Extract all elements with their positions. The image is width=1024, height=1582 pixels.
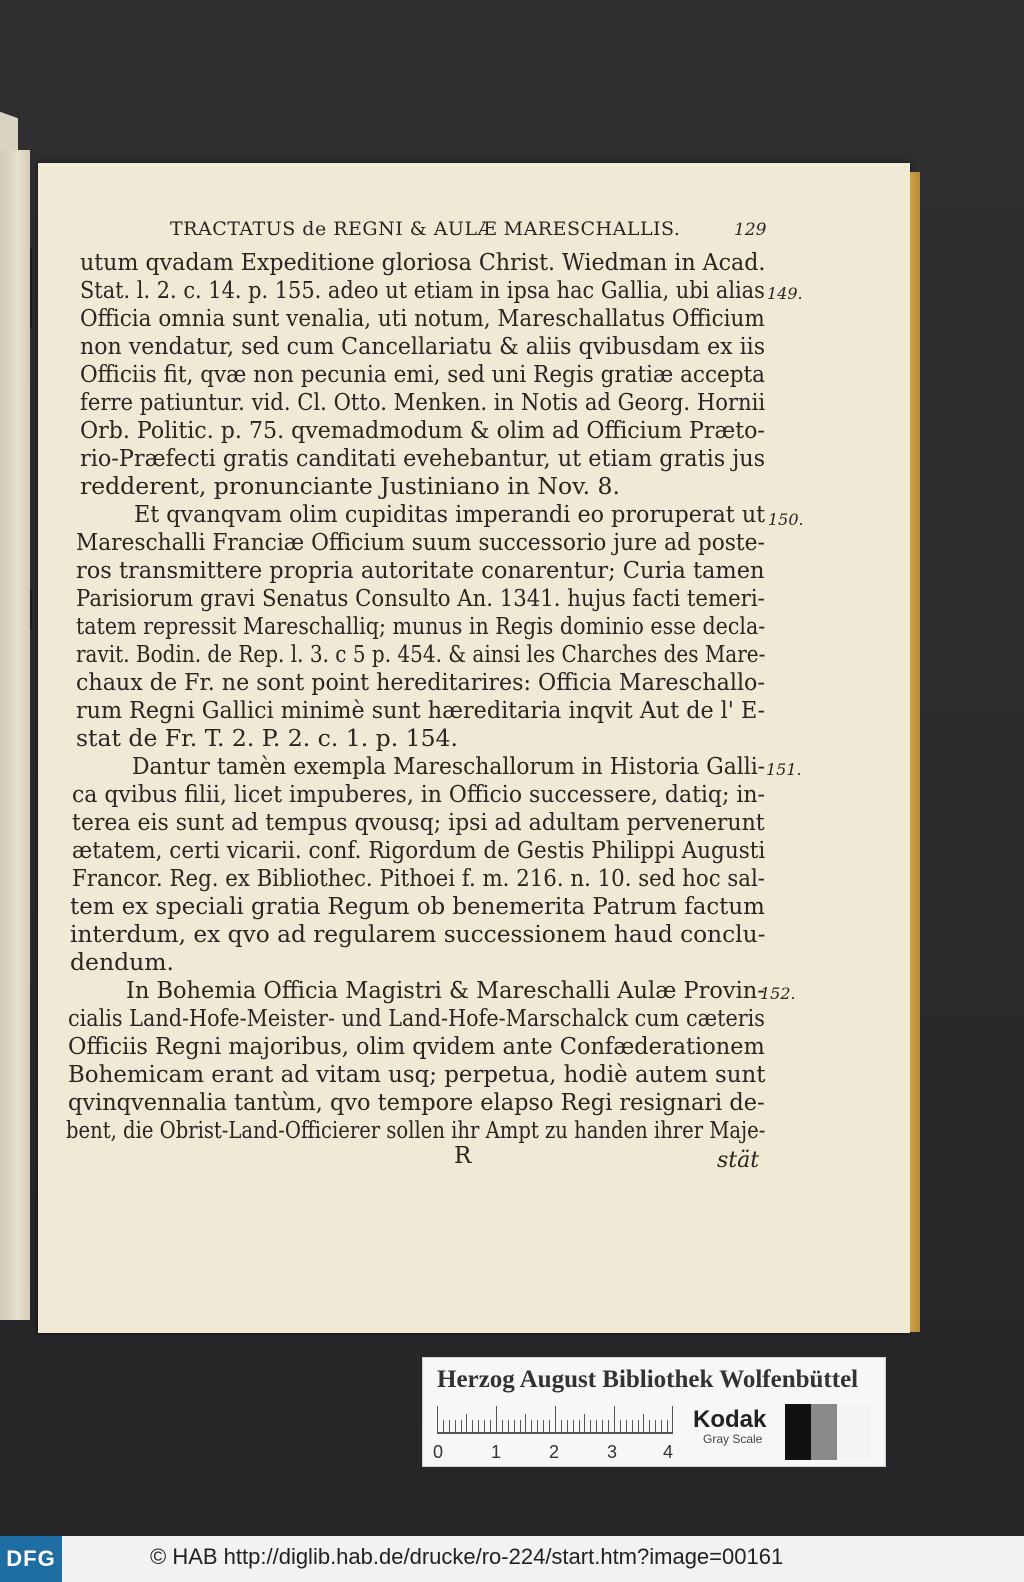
- text-line: bent, die Obrist-Land-Officierer sollen ihr Ampt zu handen ihrer Maje-: [66, 1116, 766, 1144]
- kodak-logo: Kodak: [693, 1406, 767, 1433]
- text-line: Officiis Regni majoribus, olim qvidem ante Confæderationem: [68, 1032, 765, 1060]
- text-line: ravit. Bodin. de Rep. l. 3. c 5 p. 454. & ainsi les Charches des Mare-: [76, 640, 766, 668]
- ruler-tick: [567, 1420, 568, 1432]
- ruler-tick: [643, 1414, 644, 1432]
- dfg-logo: DFG: [0, 1536, 62, 1582]
- text-line: rio-Præfecti gratis canditati evehebantur, ut etiam gratis jus: [80, 444, 766, 472]
- text-line: redderent, pronunciante Justiniano in Nov. 8.: [80, 472, 620, 500]
- text-line: Officiis fit, qvæ non pecunia emi, sed uni Regis gratiæ accepta: [80, 360, 766, 388]
- text-line: In Bohemia Officia Magistri & Mareschalli Aulæ Provin-: [126, 976, 765, 1004]
- gray-patch-white: [837, 1404, 871, 1460]
- text-line: rum Regni Gallici minimè sunt hæreditaria inqvit Aut de l' E-: [76, 696, 766, 724]
- ruler-tick: [579, 1420, 580, 1432]
- text-line: tatem repressit Mareschalliq; munus in Regis dominio esse decla-: [76, 612, 766, 640]
- ruler-tick: [549, 1420, 550, 1432]
- ruler-tick: [584, 1414, 585, 1432]
- text-line: interdum, ex qvo ad regularem successionem haud conclu-: [70, 920, 766, 948]
- ruler-number: 0: [433, 1442, 444, 1462]
- gray-patch-mid: [811, 1404, 837, 1460]
- catchword: stät: [717, 1148, 760, 1173]
- text-line: Bohemicam erant ad vitam usq; perpetua, hodiè autem sunt: [68, 1060, 766, 1088]
- text-line: Parisiorum gravi Senatus Consulto An. 1341. hujus facti temeri-: [76, 584, 765, 612]
- ruler-tick: [461, 1420, 462, 1432]
- ruler-number: 2: [549, 1442, 560, 1462]
- ruler-number: 3: [607, 1442, 618, 1462]
- margin-number: 152.: [760, 984, 796, 1003]
- copyright-url[interactable]: © HAB http://diglib.hab.de/drucke/ro-224/start.htm?image=00161: [150, 1544, 784, 1569]
- text-line: ferre patiuntur. vid. Cl. Otto. Menken. in Notis ad Georg. Hornii: [80, 388, 766, 416]
- text-line: Et qvanqvam olim cupiditas imperandi eo proruperat ut: [134, 500, 766, 528]
- ruler-tick: [602, 1420, 603, 1432]
- margin-number: 150.: [768, 510, 804, 529]
- text-line: Stat. l. 2. c. 14. p. 155. adeo ut etiam in ipsa hac Gallia, ubi alias: [80, 276, 765, 304]
- page-number: 129: [734, 220, 767, 240]
- running-head: TRACTATUS de REGNI & AULÆ MARESCHALLIS.: [170, 218, 681, 240]
- ruler-tick: [484, 1420, 485, 1432]
- ruler-tick: [626, 1420, 627, 1432]
- text-line: chaux de Fr. ne sont point hereditarires: Officia Mareschallo-: [76, 668, 765, 696]
- signature-mark: R: [454, 1143, 472, 1169]
- text-line: Mareschalli Franciæ Officium suum successorio jure ad poste-: [76, 528, 765, 556]
- scale-ruler: [437, 1406, 673, 1434]
- ruler-tick: [632, 1420, 633, 1432]
- ruler-tick: [649, 1420, 650, 1432]
- ruler-number: 4: [663, 1442, 674, 1462]
- text-line: dendum.: [70, 948, 175, 976]
- ruler-tick: [655, 1420, 656, 1432]
- ruler-tick: [449, 1420, 450, 1432]
- ruler-tick: [514, 1420, 515, 1432]
- ruler-tick: [496, 1406, 497, 1432]
- text-line: utum qvadam Expeditione gloriosa Christ. Wiedman in Acad.: [80, 248, 766, 276]
- ruler-tick: [525, 1414, 526, 1432]
- ruler-tick: [590, 1420, 591, 1432]
- ruler-tick: [573, 1420, 574, 1432]
- ruler-tick: [596, 1420, 597, 1432]
- ruler-tick: [508, 1420, 509, 1432]
- ruler-tick: [443, 1420, 444, 1432]
- ruler-tick: [608, 1420, 609, 1432]
- text-line: cialis Land-Hofe-Meister- und Land-Hofe-Marschalck cum cæteris: [68, 1004, 765, 1032]
- ruler-tick: [455, 1420, 456, 1432]
- ruler-tick: [614, 1406, 615, 1432]
- margin-number: 149.: [767, 284, 803, 303]
- text-line: tem ex speciali gratia Regum ob benemerita Patrum factum: [70, 892, 765, 920]
- ruler-tick: [638, 1420, 639, 1432]
- text-line: non vendatur, sed cum Cancellariatu & aliis qvibusdam ex iis: [80, 332, 766, 360]
- color-calibration-target: [422, 1357, 886, 1467]
- text-line: Francor. Reg. ex Bibliothec. Pithoei f. m. 216. n. 10. sed hoc sal-: [72, 864, 766, 892]
- ruler-tick: [661, 1420, 662, 1432]
- left-page-mark: [30, 590, 32, 630]
- text-line: ætatem, certi vicarii. conf. Rigordum de Gestis Philippi Augusti: [72, 836, 766, 864]
- text-line: Dantur tamèn exempla Mareschallorum in Historia Galli-: [132, 752, 766, 780]
- ruler-tick: [543, 1420, 544, 1432]
- ruler-tick: [490, 1420, 491, 1432]
- ruler-tick: [537, 1420, 538, 1432]
- gray-patch-black: [785, 1404, 811, 1460]
- left-page-edge: [0, 150, 30, 1320]
- ruler-tick: [472, 1420, 473, 1432]
- text-line: ros transmittere propria autoritate conarentur; Curia tamen: [76, 556, 765, 584]
- ruler-tick: [620, 1420, 621, 1432]
- library-name: Herzog August Bibliothek Wolfenbüttel: [437, 1366, 859, 1393]
- gray-scale-label: Gray Scale: [703, 1432, 763, 1446]
- ruler-tick: [531, 1420, 532, 1432]
- text-line: terea eis sunt ad tempus qvousq; ipsi ad adultam pervenerunt: [72, 808, 765, 836]
- text-line: Orb. Politic. p. 75. qvemadmodum & olim ad Officium Præto-: [80, 416, 765, 444]
- ruler-tick: [520, 1420, 521, 1432]
- ruler-tick: [555, 1406, 556, 1432]
- page-gilt-edge: [910, 172, 920, 1332]
- ruler-number: 1: [491, 1442, 502, 1462]
- text-line: ca qvibus filii, licet impuberes, in Officio successere, datiq; in-: [72, 780, 765, 808]
- text-line: qvinqvennalia tantùm, qvo tempore elapso Regi resignari de-: [68, 1088, 765, 1116]
- left-page-mark: [30, 248, 32, 328]
- text-line: Officia omnia sunt venalia, uti notum, Mareschallatus Officium: [80, 304, 765, 332]
- ruler-tick: [561, 1420, 562, 1432]
- ruler-tick: [502, 1420, 503, 1432]
- footer-bar: [0, 1536, 1024, 1582]
- ruler-tick: [437, 1406, 438, 1432]
- ruler-tick: [667, 1420, 668, 1432]
- text-line: stat de Fr. T. 2. P. 2. c. 1. p. 154.: [76, 724, 458, 752]
- ruler-tick: [478, 1420, 479, 1432]
- margin-number: 151.: [766, 760, 802, 779]
- ruler-tick: [466, 1414, 467, 1432]
- ruler-tick: [672, 1406, 673, 1432]
